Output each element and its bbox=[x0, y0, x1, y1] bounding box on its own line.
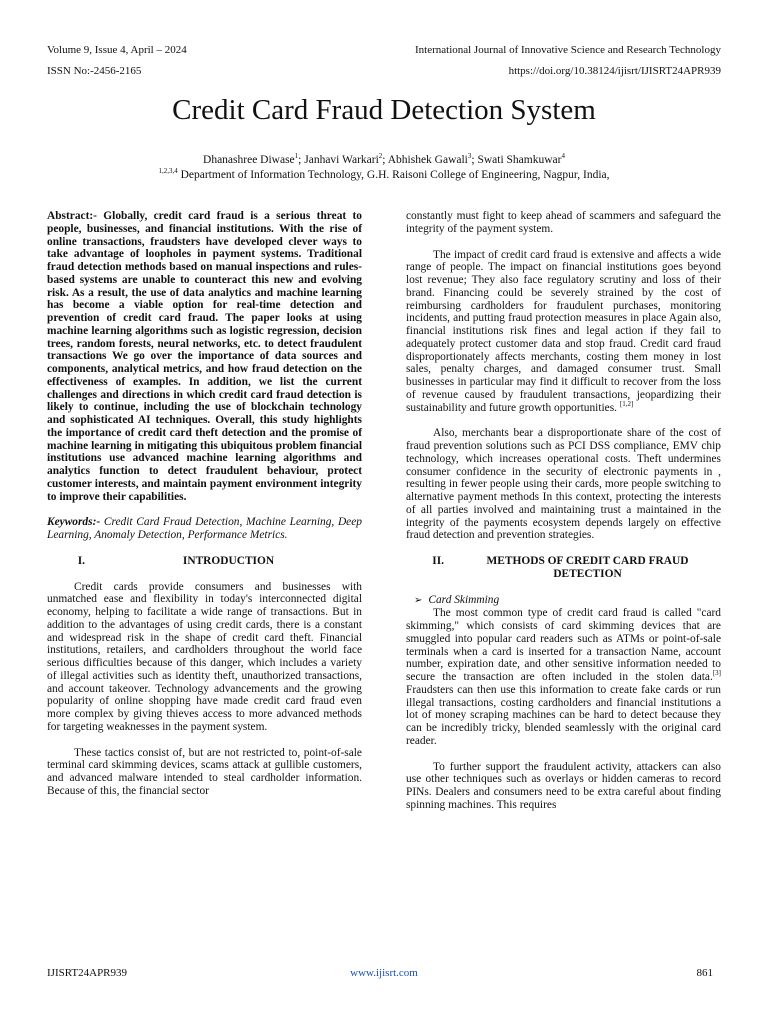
keywords-text: Credit Card Fraud Detection, Machine Learning, Deep Learning, Anomaly Detection, Performance Metrics. bbox=[47, 516, 362, 541]
header-journal: International Journal of Innovative Science and Research Technology bbox=[414, 44, 721, 56]
section-heading-introduction bbox=[47, 555, 362, 568]
affiliation-sup: 1,2,3,4 bbox=[158, 167, 178, 176]
skimming-text-b: Fraudsters can then use this information to create fake cards or run illegal transactions, costing cardholders and financial institutions a lot of money scraping machines can be hard to detect because they can be incredibly tricky, blended seamlessly with the original card reader. bbox=[406, 683, 721, 747]
section-title-line-2: DETECTION bbox=[553, 567, 622, 580]
section-heading-methods bbox=[406, 555, 721, 581]
section-title: INTRODUCTION bbox=[182, 554, 275, 567]
author-name: Abhishek Gawali bbox=[387, 154, 468, 166]
subsection-title: Card Skimming bbox=[428, 593, 500, 606]
author-name: Swati Shamkuwar bbox=[477, 154, 562, 166]
author-sup: 3 bbox=[467, 152, 472, 161]
impact-text: The impact of credit card fraud is extensive and affects a wide range of people. The impact on financial institutions goes beyond lost revenue; They also face regulatory scrutiny and loss of their brand. Financing could be severely strained by the cost of reimbursing cardholders for fraudulent purchases, monitoring incidents, and putting fraud protection measures in place Again also, financial institutions risk fines and legal action if they fail to adequately protect customer data and stop fraud. Credit card fraud disproportionately affects merchants, costing them money in lost sales, penalty charges, and damaged consumer trust. Small businesses in particular may find it difficult to recover from the loss of revenue caused by fraudulent transactions, jeopardizing their sustainability and future growth opportunities. bbox=[406, 248, 721, 414]
author-sup: 4 bbox=[561, 152, 565, 161]
keywords-label: Keywords:- bbox=[47, 516, 101, 529]
section-number: II. bbox=[432, 555, 444, 567]
further-paragraph: To further support the fraudulent activity, attackers can also use other techniques such as overlays or hidden cameras to record PINs. Dealers and consumers need to be extra careful about finding spinning machines. This requires bbox=[406, 760, 721, 811]
section-title-line-1: METHODS OF CREDIT CARD FRAUD bbox=[486, 555, 689, 567]
merchants-paragraph: Also, merchants bear a disproportionate share of the cost of fraud prevention solutions such as PCI DSS compliance, EMV chip technology, which increases operational costs. Theft undermines consumer confidence in the security of electronic payments in , resulting in fewer people using their cards, more people switching to alternative payment methods In this context, protecting the interests of all parties involved and maintaining trust a maintained in the integrity of the payments ecosystem depends largely on effective fraud detection and prevention strategies. bbox=[406, 427, 721, 542]
intro-paragraph-2: These tactics consist of, but are not restricted to, point-of-sale terminal card skimming devices, scams attack at gullible customers, and advanced malware intended to steal cardholder information. Because of this, the financial sector bbox=[47, 746, 362, 797]
header-volume: Volume 9, Issue 4, April – 2024 bbox=[47, 44, 187, 56]
section-title bbox=[444, 555, 721, 581]
affiliation-text: Department of Information Technology, G.H. Raisoni College of Engineering, Nagpur, India, bbox=[180, 169, 610, 181]
impact-paragraph bbox=[406, 249, 721, 415]
affiliation bbox=[0, 168, 768, 182]
left-column bbox=[47, 210, 362, 798]
footer-paper-id: IJISRT24APR939 bbox=[47, 967, 128, 979]
skimming-paragraph bbox=[406, 607, 721, 747]
paper-title: Credit Card Fraud Detection System bbox=[172, 94, 596, 126]
intro-paragraph-1: Credit cards provide consumers and businesses with unmatched ease and flexibility in today's interconnected digital economy, helping to facilitate a wide range of transactions. But in addition to the advantages of using credit cards, there is a constant and widespread risk in the shape of credit card theft. Financial institutions, retailers, and cardholders throughout the world face serious difficulties because of this danger, which includes a variety of illegal activities such as identity theft, unauthorized transactions, and account takeover. Technology advancements and the growing popularity of online shopping have made credit card fraud even more complex by giving thieves access to more advanced methods for targeting weaknesses in the payment system. bbox=[47, 580, 362, 733]
arrow-bullet-icon: ➢ bbox=[414, 594, 423, 606]
author-sup: 2 bbox=[378, 152, 383, 161]
footer-page-number: 861 bbox=[696, 967, 713, 979]
section-number: I. bbox=[77, 554, 85, 567]
author-list: Dhanashree Diwase$^1$; Janhavi Warkari$^2$; Abhishek Gawali$^3$; Swati Shamkuwar$^4$ bbox=[203, 152, 565, 166]
author-name: Dhanashree Diwase bbox=[203, 154, 295, 166]
footer-site-link[interactable]: www.ijisrt.com bbox=[350, 967, 418, 979]
header-doi[interactable]: https://doi.org/10.38124/ijisrt/IJISRT24APR939 bbox=[508, 65, 721, 77]
right-column bbox=[406, 210, 721, 812]
subsection-card-skimming bbox=[406, 594, 721, 608]
keywords bbox=[47, 516, 362, 542]
abstract: Abstract:- Globally, credit card fraud is a serious threat to people, businesses, and financial institutions. With the rise of online transactions, fraudsters have developed clever ways to take advantage of loopholes in payment systems. Traditional fraud detection methods based on manual inspections and rules-based systems are unable to counteract this new and evolving risk. As a result, the use of data analytics and machine learning has become a viable option for real-time detection and prevention of credit card fraud. The paper looks at using machine learning algorithms such as logistic regression, decision trees, random forests, neural networks, etc. to detect fraudulent transactions We go over the importance of data sources and components, analytical metrics, and how fraud detection on the effectiveness of examples. In addition, we list the current challenges and directions in which credit card fraud detection is likely to continue, including the use of blockchain technology and sophisticated AI techniques. Overall, this study highlights the importance of credit card theft detection and the promise of machine learning in mitigating this ubiquitous problem financial institutions use advanced machine learning algorithms and analytics function to detect fraudulent behaviour, protect customer interests, and maintain payment environment integrity to improve their capabilities. bbox=[47, 210, 362, 503]
header-issn: ISSN No:-2456-2165 bbox=[47, 65, 142, 77]
skimming-text-a: The most common type of credit card fraud is called "card skimming," which consists of card skimming devices that are smuggled into popular card readers such as ATMs or point-of-sale terminals when a card is inserted for a transaction Name, account number, expiration date, and other sensitive information needed to secure the transaction are often included in the stolen data. bbox=[406, 607, 721, 683]
continued-paragraph: constantly must fight to keep ahead of scammers and safeguard the integrity of the payment system. bbox=[406, 210, 721, 235]
author-name: Janhavi Warkari bbox=[304, 154, 379, 166]
citation: [1,2] bbox=[619, 399, 634, 408]
author-sup: 1 bbox=[294, 152, 299, 161]
citation: [3] bbox=[712, 669, 721, 678]
